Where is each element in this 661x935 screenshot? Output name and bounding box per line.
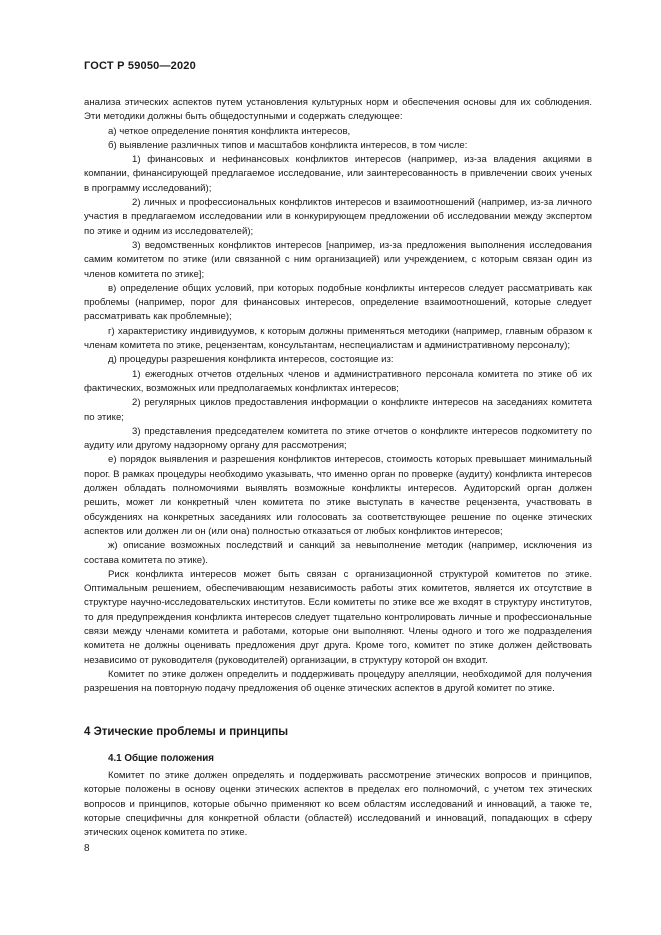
paragraph: анализа этических аспектов путем установления культурных норм и обеспечения основы для их соблюдения. Эти методики должны быть общедоступными и содержать следующее: — [84, 97, 592, 123]
sub-list-item: 1) ежегодных отчетов отдельных членов и административного персонала комитета по этике об их фактических, возможных или предполагаемых конфликтах интересов; — [84, 368, 592, 394]
section-body-text — [84, 769, 592, 840]
list-item: е) порядок выявления и разрешения конфликтов интересов, стоимость которых превышает минимальный порог. В рамках процедуры необходимо указывать, что именно орган по проверке (аудиту) конфликта интересов должен обладать полномочиями выявлять возможные конфликты интересов. Аудиторский орган должен решить, может ли конкретный член комитета по этике выступать в качестве рецензента, участвовать в обсуждениях на конкретных заседаниях или голосовать за соответствующее решение по оценке этических аспектов или должен ли он (или она) полностью отказаться от любых конфликтов интересов; — [84, 454, 592, 537]
subsection-heading: 4.1 Общие положения — [108, 753, 215, 764]
sub-list-item: 3) представления председателем комитета по этике отчетов о конфликте интересов подкомитету по аудиту или другому надзорному органу для рассмотрения; — [84, 425, 592, 452]
sub-list-item: 2) регулярных циклов предоставления информации о конфликте интересов на заседаниях комитета по этике; — [84, 397, 592, 423]
body-text — [84, 96, 592, 696]
paragraph: Риск конфликта интересов может быть связан с организационной структурой комитетов по этике. Оптимальным решением, обеспечивающим независимость работы этих комитетов, является их отсутствие в структуре научно-исследовательских институтов. Если комитеты по этике все же входят в структуру институтов, то для предупреждения конфликта интересов следует тщательно контролировать личные и профессиональные связи между членами комитета и работами, которые они выполняют. Члены одного и того же подразделения комитета не должны оценивать предложения друг друга. Кроме того, комитет по этике должен действовать независимо от руководителя (руководителей) организации, в структуру которой он входит. — [84, 568, 592, 666]
document-header: ГОСТ Р 59050—2020 — [84, 60, 196, 72]
list-item: в) определение общих условий, при которых подобные конфликты интересов следует рассматривать как проблемы (например, порог для финансовых интересов, определение взаимоотношений, которые следует рассматривать как проблемные); — [84, 282, 592, 323]
list-item: б) выявление различных типов и масштабов конфликта интересов, в том числе: — [108, 139, 468, 151]
sub-list-item: 2) личных и профессиональных конфликтов интересов и взаимоотношений (например, из-за личного участия в предлагаемом исследовании или в конкурирующем предложении об исследовании между экспертом по этике и одним из исследователей); — [84, 197, 592, 237]
sub-list-item: 3) ведомственных конфликтов интересов [например, из-за предложения выполнения исследования самим комитетом по этике (или связанной с ним организацией) или учреждением, с которым связан один из членов комитета по этике]; — [84, 239, 592, 280]
paragraph: Комитет по этике должен определить и поддерживать процедуру апелляции, необходимой для получения разрешения на повторную подачу предложения об оценке этических аспектов в другой комитет по этике. — [84, 668, 592, 695]
sub-list-item: 1) финансовых и нефинансовых конфликтов интересов (например, из-за владения акциями в компании, финансирующей предлагаемое исследование, или заинтересованность в привлечении своих ученых в программу исследований); — [84, 154, 592, 194]
list-item: а) четкое определение понятия конфликта интересов, — [108, 125, 351, 137]
list-item: д) процедуры разрешения конфликта интересов, состоящие из: — [108, 354, 394, 366]
page-number: 8 — [84, 843, 90, 854]
list-item: г) характеристику индивидуумов, к которым должны применяться методики (например, главным образом к членам комитета по этике, рецензентам, консультантам, неспециалистам и административному персоналу); — [84, 325, 592, 352]
list-item: ж) описание возможных последствий и санкций за невыполнение методик (например, исключения из состава комитета по этике). — [84, 540, 592, 566]
section-heading: 4 Этические проблемы и принципы — [84, 726, 289, 738]
paragraph: Комитет по этике должен определять и поддерживать рассмотрение этических вопросов и принципов, которые положены в основу оценки этических аспектов в пределах его полномочий, с учетом тех этических вопросов и принципов, которые обычно применяют ко всем областям исследований и инноваций, а также те, которые специфичны для конкретной области (областей) исследований и инноваций, попадающих в сферу этических оценок комитета по этике. — [84, 770, 592, 839]
